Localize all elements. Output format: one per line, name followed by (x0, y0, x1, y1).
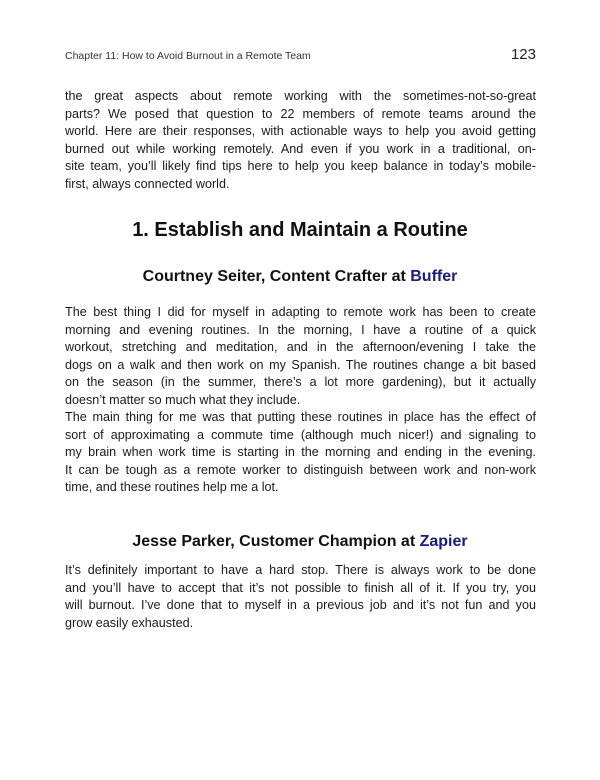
text-line: first, always connected world. (65, 176, 230, 191)
text-line: It can be tough as a remote worker to distinguish between work and non-work (65, 462, 536, 477)
text-line: The best thing I did for myself in adapting to remote work has been to create (65, 305, 536, 319)
page-number: 123 (510, 46, 536, 63)
text-line: will burnout. I’ve done that to myself in a previous job and it’s not fun and you (65, 598, 536, 613)
text-line: and you’ll have to accept that it’s not possible to finish all of it. If you try, you (65, 580, 536, 595)
company-name: Buffer (410, 268, 458, 285)
text-line: parts? We posed that question to 22 members of remote teams around the (65, 106, 536, 121)
text-line: time, and these routines help me a lot. (65, 480, 279, 495)
text-line: workout, stretching and meditation, and in the afternoon/evening I take the (65, 340, 536, 355)
entry-paragraph (65, 409, 536, 497)
company-name: Zapier (419, 533, 468, 550)
text-line: on the season (in the summer, there’s a lot more gardening), but it actually (65, 375, 536, 390)
person-name: Courtney Seiter, Content Crafter at (142, 268, 411, 285)
text-line: It’s definitely important to have a hard stop. There is always work to be done (65, 563, 536, 577)
text-line: site team, you’ll likely find tips here to help you keep balance in today’s mobile- (65, 159, 536, 174)
running-header: Chapter 11: How to Avoid Burnout in a Remote Team (65, 50, 311, 62)
text-line: my brain when work time is starting in the morning and ending in the evening. (65, 445, 536, 460)
section-heading: 1. Establish and Maintain a Routine (132, 219, 468, 241)
entry-paragraph (65, 562, 536, 632)
text-line: burned out while working remotely. And even if you work in a traditional, on- (65, 141, 536, 156)
text-line: the great aspects about remote working with the sometimes-not-so-great (65, 89, 536, 103)
entry-heading (0, 533, 600, 551)
text-line: dogs on a walk and then work on my Spanish. The routines change a bit based (65, 357, 536, 372)
text-line: world. Here are their responses, with actionable ways to help you avoid getting (65, 124, 536, 139)
intro-paragraph (65, 88, 536, 194)
text-line: morning and evening routines. In the morning, I have a routine of a quick (65, 322, 536, 337)
person-name: Jesse Parker, Customer Champion at (132, 533, 420, 550)
text-line: doesn’t matter so much what they include. (65, 392, 301, 407)
text-line: The main thing for me was that putting these routines in place has the effect of (65, 410, 536, 424)
entry-heading (0, 268, 600, 286)
text-line: sort of approximating a commute time (although much nicer!) and signaling to (65, 427, 536, 442)
text-line: grow easily exhausted. (65, 615, 194, 630)
entry-paragraph (65, 304, 536, 410)
